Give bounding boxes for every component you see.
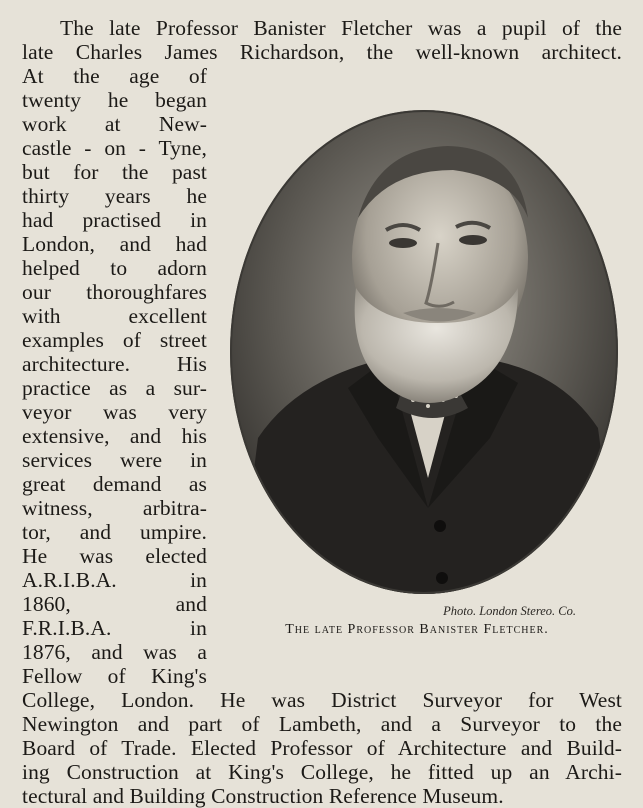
closing-line: Newington and part of Lambeth, and a Surveyor to the bbox=[22, 712, 622, 736]
portrait-photo bbox=[228, 108, 620, 596]
column-line: tor, and umpire. bbox=[22, 520, 207, 544]
column-line: Fellow of King's bbox=[22, 664, 207, 688]
closing-line: tectural and Building Construction Reference Museum. bbox=[22, 784, 504, 808]
column-line: but for the past bbox=[22, 160, 207, 184]
photo-credit: Photo. London Stereo. Co. bbox=[443, 604, 576, 618]
column-line: thirty years he bbox=[22, 184, 207, 208]
column-line: He was elected bbox=[22, 544, 207, 568]
column-line: had practised in bbox=[22, 208, 207, 232]
column-line: At the age of bbox=[22, 64, 207, 88]
column-line: twenty he began bbox=[22, 88, 207, 112]
column-line: A.R.I.B.A. in bbox=[22, 568, 207, 592]
column-line: services were in bbox=[22, 448, 207, 472]
closing-line: College, London. He was District Surveyor for West bbox=[22, 688, 622, 712]
article-line-1: The late Professor Banister Fletcher was a pupil of the bbox=[60, 16, 622, 40]
column-line: practice as a sur- bbox=[22, 376, 207, 400]
column-line: extensive, and his bbox=[22, 424, 207, 448]
column-line: work at New- bbox=[22, 112, 207, 136]
column-line: helped to adorn bbox=[22, 256, 207, 280]
column-line: great demand as bbox=[22, 472, 207, 496]
column-line: 1876, and was a bbox=[22, 640, 207, 664]
column-line: witness, arbitra- bbox=[22, 496, 207, 520]
closing-line: ing Construction at King's College, he fitted up an Archi- bbox=[22, 760, 622, 784]
column-line: architecture. His bbox=[22, 352, 207, 376]
column-line: examples of street bbox=[22, 328, 207, 352]
article-line-2: late Charles James Richardson, the well-known architect. bbox=[22, 40, 622, 64]
closing-line: Board of Trade. Elected Professor of Architecture and Build- bbox=[22, 736, 622, 760]
figure-caption: The late Professor Banister Fletcher. bbox=[285, 622, 549, 637]
column-line: our thoroughfares bbox=[22, 280, 207, 304]
column-line: veyor was very bbox=[22, 400, 207, 424]
column-line: with excellent bbox=[22, 304, 207, 328]
column-line: London, and had bbox=[22, 232, 207, 256]
column-line: F.R.I.B.A. in bbox=[22, 616, 207, 640]
column-line: castle - on - Tyne, bbox=[22, 136, 207, 160]
column-line: 1860, and bbox=[22, 592, 207, 616]
